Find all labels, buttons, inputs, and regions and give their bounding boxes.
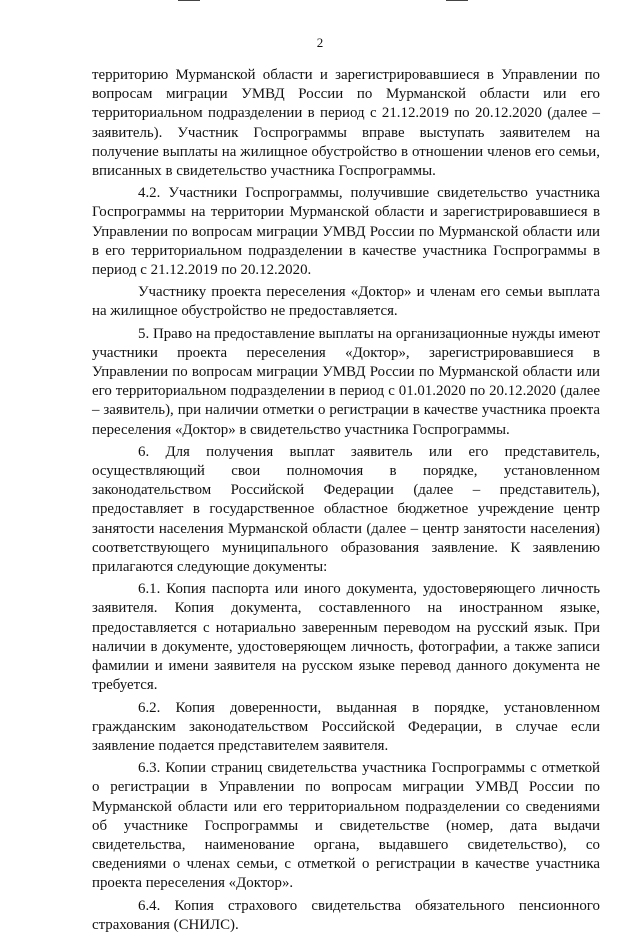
page-number: 2	[316, 35, 324, 50]
paragraph: территорию Мурманской области и зарегистрировавшиеся в Управлении по вопросам миграции УМВД России по Мурманской области или его территориальном подразделении в период с 21.12.2019 по 20.12.2020 (далее – заявитель). Участник Госпрограммы вправе выступать заявителем на получение выплаты на жилищное обустройство в отношении членов его семьи, вписанных в свидетельство участника Госпрограммы.	[92, 67, 600, 180]
paragraph: 5. Право на предоставление выплаты на организационные нужды имеют участники проекта переселения «Доктор», зарегистрировавшиеся в Управлении по вопросам миграции УМВД России по Мурманской области или его территориальном подразделении в период с 01.01.2020 по 20.12.2020 (далее – заявитель), при наличии отметки о регистрации в качестве участника проекта переселения «Доктор» в свидетельство участника Госпрограммы.	[92, 325, 600, 438]
document-body	[92, 66, 600, 938]
paragraph: 6.1. Копия паспорта или иного документа, удостоверяющего личность заявителя. Копия документа, составленного на иностранном языке, предоставляется с нотариально заверенным переводом на русский язык. При наличии в документе, удостоверяющем личность, фотографии, а также записи фамилии и имени заявителя на русском языке перевод данного документа не требуется.	[92, 581, 600, 694]
paragraph: 6.3. Копии страниц свидетельства участника Госпрограммы с отметкой о регистрации в Управлении по вопросам миграции УМВД России по Мурманской области или его территориальном подразделении со сведениями об участнике Госпрограммы и свидетельстве (номер, дата выдачи свидетельства, наименование органа, выдавшего свидетельство), со сведениями о членах семьи, с отметкой о регистрации в качестве участника проекта переселения «Доктор».	[92, 760, 600, 892]
top-edge-rule	[178, 0, 200, 1]
top-edge-rule	[446, 0, 468, 1]
paragraph: Участнику проекта переселения «Доктор» и членам его семьи выплата на жилищное обустройство не предоставляется.	[92, 284, 600, 320]
paragraph: 6.4. Копия страхового свидетельства обязательного пенсионного страхования (СНИЛС).	[92, 897, 600, 933]
paragraph: 4.2. Участники Госпрограммы, получившие свидетельство участника Госпрограммы на территории Мурманской области и зарегистрировавшиеся в Управлении по вопросам миграции УМВД России по Мурманской области или в его территориальном подразделении в качестве участника Госпрограммы в период с 21.12.2019 по 20.12.2020.	[92, 185, 600, 279]
paragraph: 6.2. Копия доверенности, выданная в порядке, установленном гражданским законодательством Российской Федерации, в случае если заявление подается представителем заявителя.	[92, 699, 600, 754]
paragraph: 6. Для получения выплат заявитель или его представитель, осуществляющий свои полномочия в порядке, установленном законодательством Российской Федерации (далее – представитель), предоставляет в государственное областное бюджетное учреждение центр занятости населения Мурманской области (далее – центр занятости населения) соответствующего муниципального образования заявление. К заявлению прилагаются следующие документы:	[92, 443, 600, 576]
